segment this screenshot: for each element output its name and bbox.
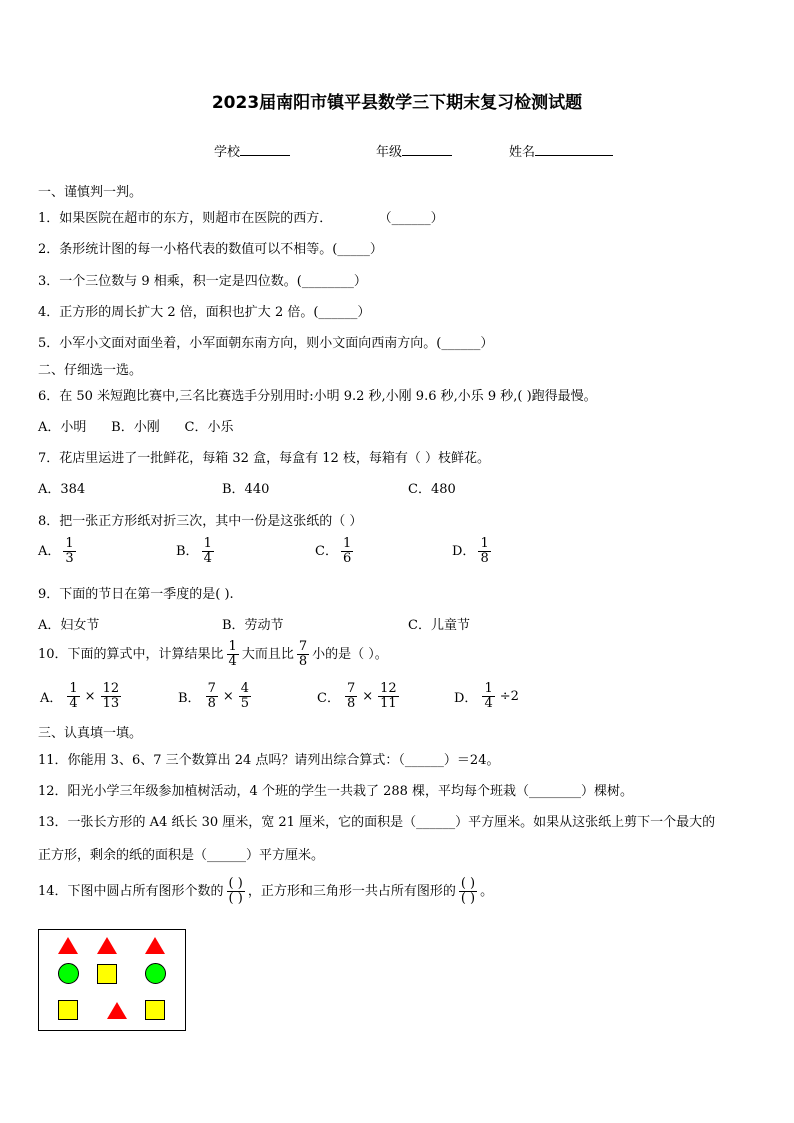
fraction: $\frac{1}{8}$ xyxy=(480,536,489,566)
question-9-option-a[interactable]: A．妇女节 xyxy=(38,618,100,633)
question-14-text-mid: ，正方形和三角形一共占所有图形的 xyxy=(247,884,456,899)
operator: × xyxy=(362,689,374,704)
question-10-text-end: 小的是（ ）。 xyxy=(312,647,388,662)
question-2: 2．条形统计图的每一小格代表的数值可以不相等。(_____） xyxy=(38,242,383,257)
school-field xyxy=(214,141,290,160)
name-blank[interactable] xyxy=(535,143,613,156)
fraction: $\frac{1}{4}$ xyxy=(484,681,493,711)
question-9-option-c[interactable]: C．儿童节 xyxy=(408,618,470,633)
option-label: A． xyxy=(38,544,61,559)
grade-blank[interactable] xyxy=(402,143,452,156)
answer-fraction-circles[interactable]: $\frac{( )}{( )}$ xyxy=(228,876,243,906)
name-field xyxy=(509,141,613,160)
option-label: A． xyxy=(40,691,63,706)
section-heading-1: 一、谨慎判一判。 xyxy=(38,185,143,200)
grade-label: 年级 xyxy=(376,145,403,160)
fraction-seven-eighths: $\frac{7}{8}$ xyxy=(298,639,308,669)
option-label: B． xyxy=(176,544,199,559)
yellow-square-icon xyxy=(97,964,117,984)
grade-field xyxy=(376,141,452,160)
question-7: 7．花店里运进了一批鲜花，每箱 32 盒，每盒有 12 枝，每箱有（ ）枝鲜花。 xyxy=(38,451,491,466)
question-10-option-c[interactable] xyxy=(315,682,402,711)
option-label: D． xyxy=(452,544,476,559)
operator: × xyxy=(84,689,96,704)
red-triangle-icon xyxy=(145,937,165,954)
fraction: $\frac{12}{11}$ xyxy=(380,681,397,711)
fraction: $\frac{7}{8}$ xyxy=(207,681,216,711)
question-8-option-b[interactable] xyxy=(176,537,217,566)
question-1-answer-blank[interactable]: （______） xyxy=(378,211,444,226)
red-triangle-icon xyxy=(107,1002,127,1019)
question-10-text-mid: 大而且比 xyxy=(241,647,294,662)
question-12: 12．阳光小学三年级参加植树活动，4 个班的学生一共栽了 288 棵，平均每个班栽（________）棵树。 xyxy=(38,784,634,799)
question-11: 11．你能用 3、6、7 三个数算出 24 点吗？请列出综合算式：（______）＝24。 xyxy=(38,753,500,768)
operator: ÷2 xyxy=(499,689,519,704)
option-label: B． xyxy=(178,691,201,706)
name-label: 姓名 xyxy=(509,145,536,160)
red-triangle-icon xyxy=(97,937,117,954)
red-triangle-icon xyxy=(58,937,78,954)
green-circle-icon xyxy=(145,963,166,984)
fraction: $\frac{4}{5}$ xyxy=(240,681,250,711)
fraction: $\frac{1}{6}$ xyxy=(342,536,352,566)
question-4: 4．正方形的周长扩大 2 倍，面积也扩大 2 倍。(______） xyxy=(38,305,371,320)
question-8-option-c[interactable] xyxy=(315,537,356,566)
question-10-option-b[interactable] xyxy=(176,682,254,711)
question-3: 3．一个三位数与 9 相乘，积一定是四位数。(________） xyxy=(38,274,367,289)
page-title: 2023届南阳市镇平县数学三下期末复习检测试题 xyxy=(211,93,583,113)
school-blank[interactable] xyxy=(240,143,290,156)
question-13-line-1: 13．一张长方形的 A4 纸长 30 厘米，宽 21 厘米，它的面积是（______）平方厘米。如果从这张纸上剪下一个最大的 xyxy=(38,815,716,830)
question-14 xyxy=(38,877,493,906)
question-8-option-a[interactable] xyxy=(38,537,79,566)
fraction: $\frac{1}{4}$ xyxy=(69,681,78,711)
question-14-text: 14．下图中圆占所有图形个数的 xyxy=(38,884,224,899)
question-14-text-end: 。 xyxy=(480,884,494,899)
option-label: C． xyxy=(317,691,340,706)
question-8-option-d[interactable] xyxy=(452,537,494,566)
operator: × xyxy=(222,689,234,704)
section-heading-3: 三、认真填一填。 xyxy=(38,726,143,741)
answer-fraction-squares-triangles[interactable]: $\frac{( )}{( )}$ xyxy=(460,876,476,906)
question-9-option-b[interactable]: B．劳动节 xyxy=(222,618,284,633)
question-10 xyxy=(38,640,388,669)
shapes-figure xyxy=(38,929,186,1031)
question-6: 6．在 50 米短跑比赛中,三名比赛选手分别用时:小明 9.2 秒,小刚 9.6 秒,小乐 9 秒,( )跑得最慢。 xyxy=(38,389,597,404)
fraction: $\frac{12}{13}$ xyxy=(102,681,120,711)
fraction-one-quarter: $\frac{1}{4}$ xyxy=(228,639,237,669)
question-7-option-b[interactable]: B．440 xyxy=(222,482,270,497)
question-6-options[interactable]: A．小明 B．小刚 C．小乐 xyxy=(38,420,234,435)
question-1 xyxy=(38,207,444,226)
fraction: $\frac{1}{4}$ xyxy=(203,536,212,566)
yellow-square-icon xyxy=(58,1000,78,1020)
section-heading-2: 二、仔细选一选。 xyxy=(38,363,143,378)
question-1-text: 1．如果医院在超市的东方，则超市在医院的西方． xyxy=(38,211,333,226)
question-9: 9．下面的节日在第一季度的是( ). xyxy=(38,587,234,602)
question-13-line-2: 正方形，剩余的纸的面积是（______）平方厘米。 xyxy=(38,848,325,863)
green-circle-icon xyxy=(58,963,79,984)
school-label: 学校 xyxy=(214,145,241,160)
option-label: D． xyxy=(454,691,478,706)
fraction: $\frac{7}{8}$ xyxy=(346,681,356,711)
question-10-option-a[interactable] xyxy=(38,682,124,711)
question-5: 5．小军小文面对面坐着，小军面朝东南方向，则小文面向西南方向。(______） xyxy=(38,336,494,351)
fraction: $\frac{1}{3}$ xyxy=(65,536,74,566)
question-7-option-c[interactable]: C．480 xyxy=(408,482,456,497)
question-7-option-a[interactable]: A．384 xyxy=(38,482,86,497)
yellow-square-icon xyxy=(145,1000,165,1020)
question-10-text: 10．下面的算式中，计算结果比 xyxy=(38,647,224,662)
question-10-option-d[interactable] xyxy=(452,682,521,711)
question-8: 8．把一张正方形纸对折三次，其中一份是这张纸的（ ） xyxy=(38,514,363,529)
option-label: C． xyxy=(315,544,338,559)
